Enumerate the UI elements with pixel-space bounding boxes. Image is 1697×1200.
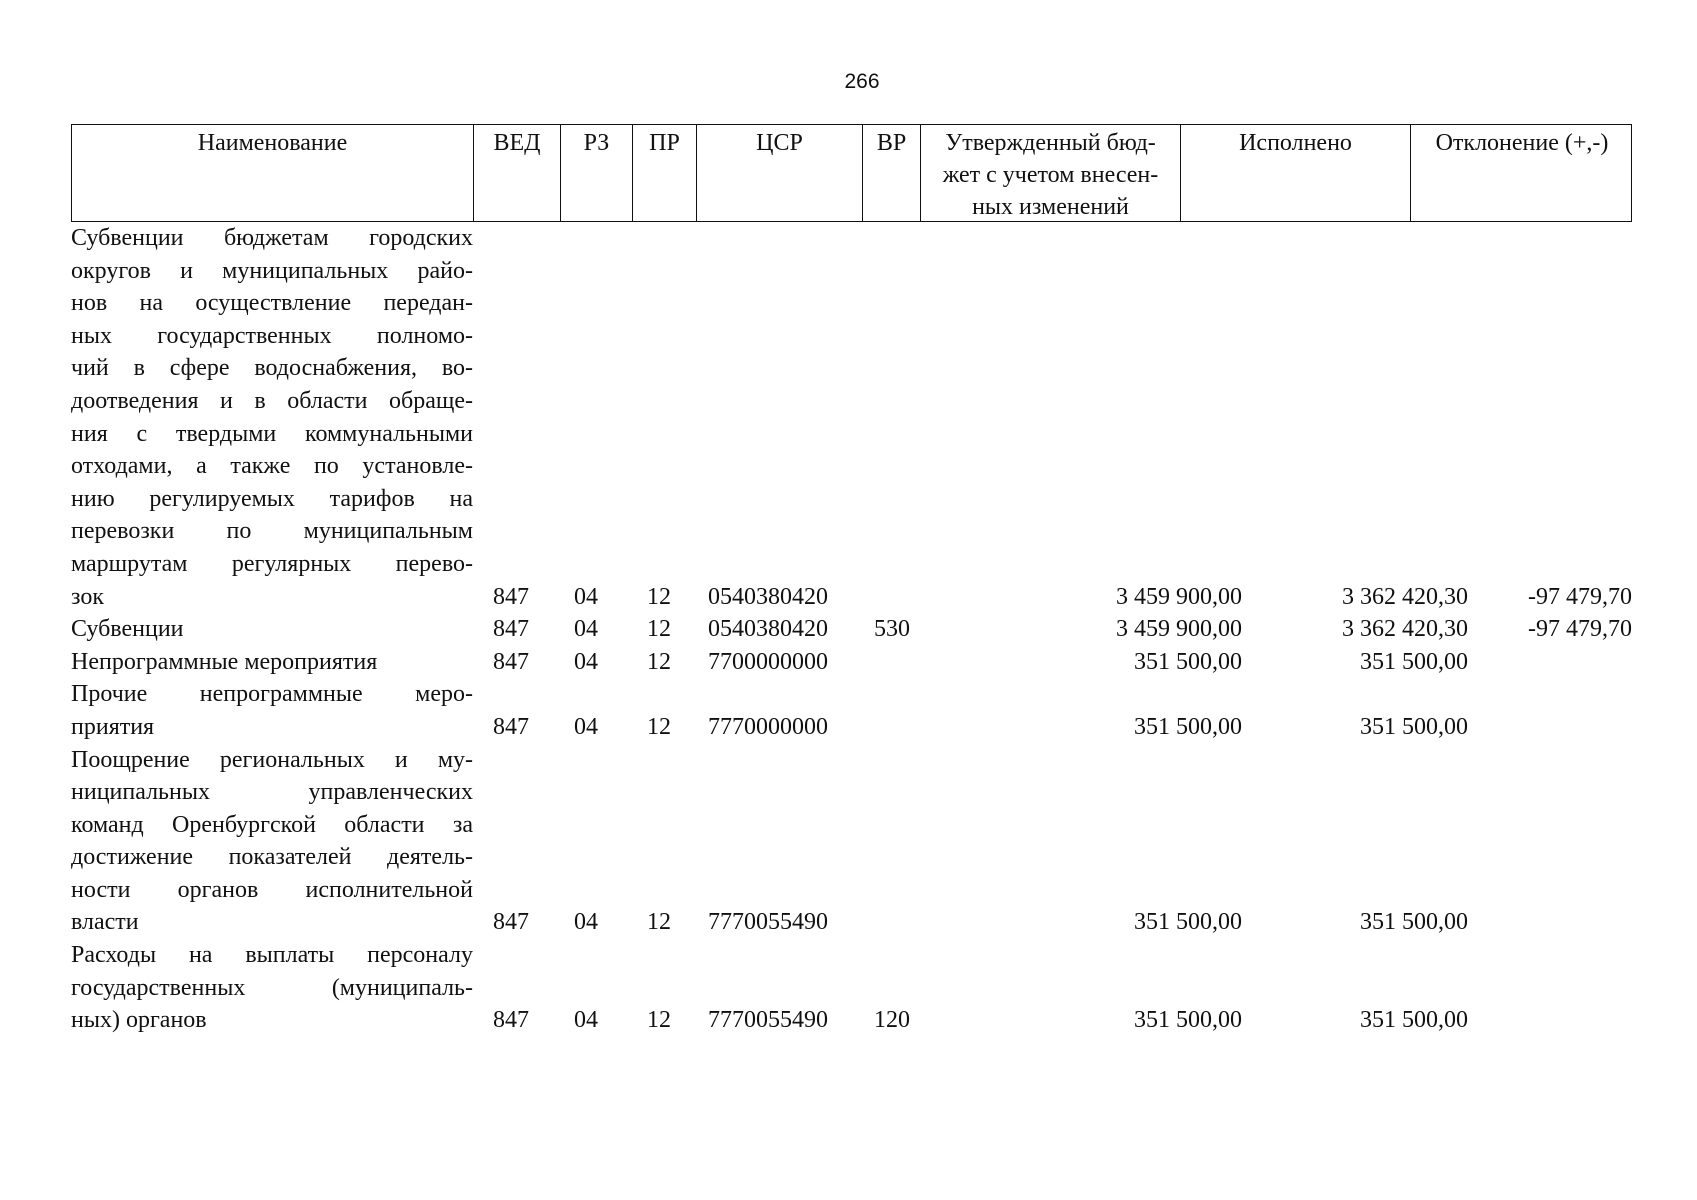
table-row: [71, 222, 1632, 613]
row-ved: 847: [493, 909, 529, 936]
row-name-line: Поощрение региональных и му-: [71, 746, 473, 773]
row-csr: 7770055490: [708, 1007, 828, 1034]
page-number: 266: [844, 70, 880, 93]
row-name: [71, 744, 473, 940]
row-rz: 04: [574, 909, 598, 936]
row-name-line: ных) органов: [71, 1007, 207, 1034]
row-name-line: нию регулируемых тарифов на: [71, 485, 473, 512]
row-rz: 04: [574, 713, 598, 740]
row-pr: 12: [647, 583, 671, 610]
row-rz: 04: [574, 648, 598, 675]
header-name: Наименование: [72, 125, 474, 221]
row-name-line: достижение показателей деятель-: [71, 844, 473, 871]
row-done: 351 500,00: [1360, 1007, 1468, 1034]
header-done: Исполнено: [1181, 125, 1411, 221]
row-budget: 351 500,00: [1134, 648, 1242, 675]
row-name-line: Непрограммные мероприятия: [71, 648, 378, 675]
row-name-line: Прочие непрограммные меро-: [71, 681, 473, 708]
row-csr: 7770055490: [708, 909, 828, 936]
row-budget: 351 500,00: [1134, 909, 1242, 936]
row-ved: 847: [493, 583, 529, 610]
row-name-line: доотведения и в области обраще-: [71, 387, 473, 414]
table-row: [71, 678, 1632, 743]
row-name: [71, 646, 473, 679]
row-pr: 12: [647, 713, 671, 740]
row-done: 351 500,00: [1360, 713, 1468, 740]
row-name-line: ниципальных управленческих: [71, 779, 473, 806]
header-budget-line2: жет с учетом внесен-: [942, 162, 1159, 188]
row-done: 3 362 420,30: [1342, 583, 1468, 610]
header-budget-line3: ных изменений: [972, 194, 1129, 220]
row-name-line: Расходы на выплаты персоналу: [71, 942, 473, 969]
row-csr: 0540380420: [708, 583, 828, 610]
row-ved: 847: [493, 713, 529, 740]
row-budget: 351 500,00: [1134, 1007, 1242, 1034]
row-csr: 0540380420: [708, 616, 828, 643]
header-budget-line1: Утвержденный бюд-: [945, 130, 1156, 156]
row-deviation: -97 479,70: [1528, 616, 1632, 643]
row-done: 351 500,00: [1360, 909, 1468, 936]
row-ved: 847: [493, 1007, 529, 1034]
row-name-line: Субвенции: [71, 616, 184, 643]
row-name-line: Субвенции бюджетам городских: [71, 225, 473, 251]
row-rz: 04: [574, 616, 598, 643]
row-name: [71, 613, 473, 646]
row-rz: 04: [574, 583, 598, 610]
row-budget: 3 459 900,00: [1116, 616, 1242, 643]
row-name: [71, 678, 473, 743]
header-pr: ПР: [633, 125, 697, 221]
row-deviation: -97 479,70: [1528, 583, 1632, 610]
row-name-line: государственных (муниципаль-: [71, 974, 473, 1001]
row-done: 351 500,00: [1360, 648, 1468, 675]
row-name-line: ных государственных полномо-: [71, 322, 473, 349]
row-name: [71, 222, 473, 613]
row-name-line: маршрутам регулярных перево-: [71, 550, 473, 577]
row-name-line: зок: [71, 583, 104, 610]
table-row: [71, 646, 1632, 679]
row-pr: 12: [647, 1007, 671, 1034]
row-name-line: ности органов исполнительной: [71, 876, 473, 903]
table-body: [71, 222, 1632, 1037]
table-row: [71, 613, 1632, 646]
row-vr: 120: [874, 1007, 910, 1034]
row-pr: 12: [647, 616, 671, 643]
row-budget: 351 500,00: [1134, 713, 1242, 740]
header-vr: ВР: [863, 125, 921, 221]
row-done: 3 362 420,30: [1342, 616, 1468, 643]
header-csr: ЦСР: [697, 125, 863, 221]
header-deviation: Отклонение (+,-): [1435, 130, 1609, 156]
header-ved: ВЕД: [474, 125, 561, 221]
table-row: [71, 939, 1632, 1037]
row-name-line: ния с твердыми коммунальными: [71, 420, 473, 447]
row-vr: 530: [874, 616, 910, 643]
row-csr: 7700000000: [708, 648, 828, 675]
row-name-line: отходами, а также по установле-: [71, 453, 473, 480]
row-name-line: приятия: [71, 713, 155, 740]
row-ved: 847: [493, 616, 529, 643]
table-row: [71, 744, 1632, 940]
header-rz: РЗ: [561, 125, 633, 221]
row-name-line: чий в сфере водоснабжения, во-: [71, 355, 473, 382]
row-name-line: нов на осуществление передан-: [71, 290, 473, 317]
row-name-line: округов и муниципальных райо-: [71, 257, 473, 284]
row-budget: 3 459 900,00: [1116, 583, 1242, 610]
row-rz: 04: [574, 1007, 598, 1034]
row-name-line: перевозки по муниципальным: [71, 518, 473, 545]
row-ved: 847: [493, 648, 529, 675]
row-pr: 12: [647, 909, 671, 936]
row-csr: 7770000000: [708, 713, 828, 740]
row-pr: 12: [647, 648, 671, 675]
table-header: [71, 124, 1632, 222]
header-budget: [921, 125, 1181, 221]
row-name-line: команд Оренбургской области за: [71, 811, 473, 838]
row-name-line: власти: [71, 909, 139, 936]
row-name: [71, 939, 473, 1037]
